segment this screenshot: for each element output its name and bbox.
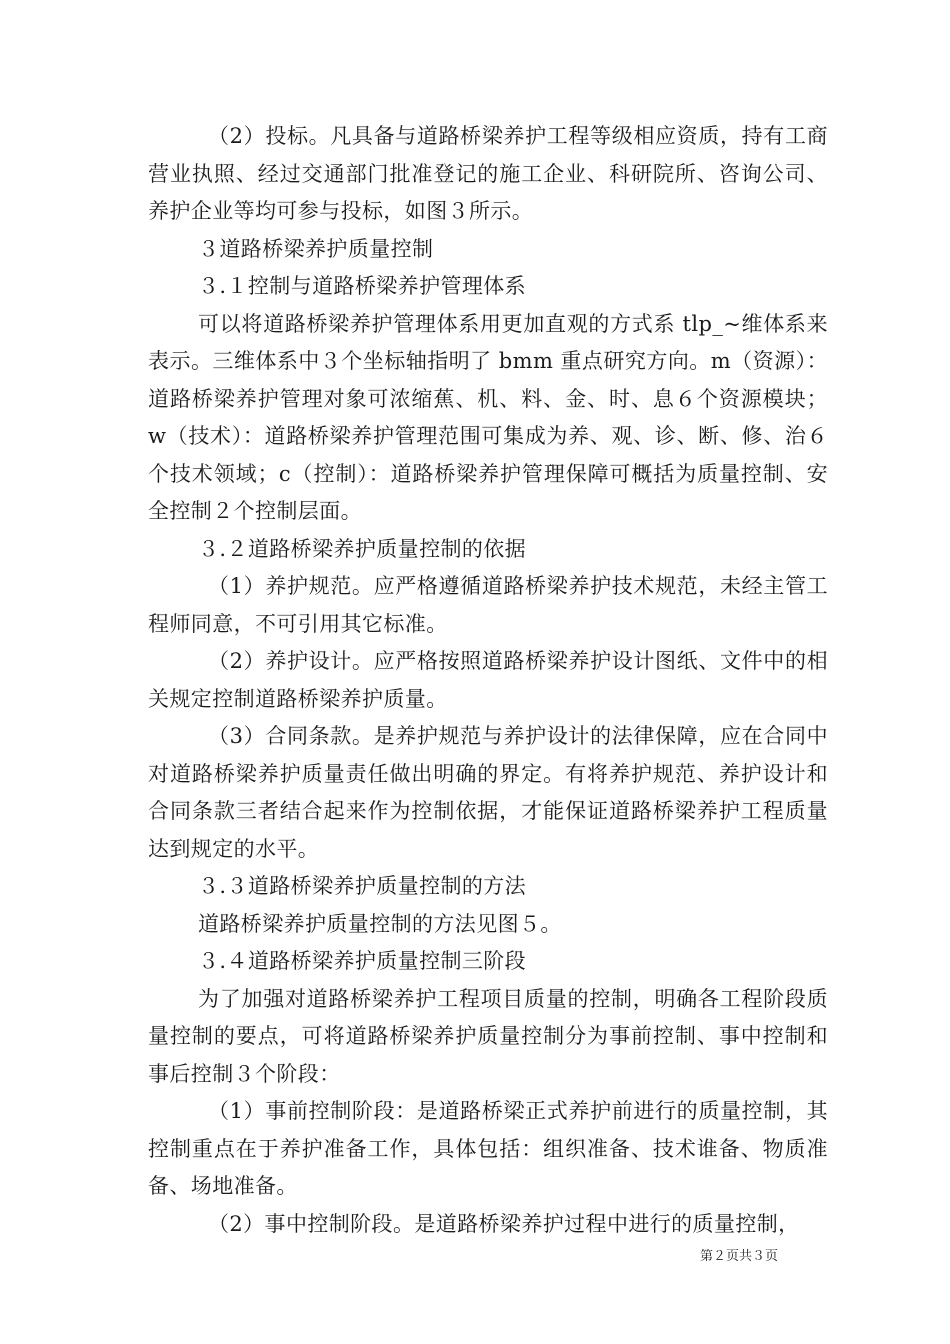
paragraph-method-figure: 道路桥梁养护质量控制的方法见图５。 <box>198 911 562 936</box>
heading-section-3-4: ３.４道路桥梁养护质量控制三阶段 <box>198 949 527 973</box>
page-number: 第２页共３页 <box>700 1249 779 1264</box>
paragraph-maintenance-design: （2）养护设计。应严格按照道路桥梁养护设计图纸、文件中的相关规定控制道路桥梁养护质量。 <box>148 649 828 711</box>
paragraph-in-process-control: （2）事中控制阶段。是道路桥梁养护过程中进行的质量控制， <box>208 1211 800 1236</box>
heading-section-3-2: ３.２道路桥梁养护质量控制的依据 <box>198 536 527 561</box>
paragraph-3d-system: 可以将道路桥梁养护管理体系用更加直观的方式系 tlp_~维体系来表示。三维体系中３个坐标轴指明了 bmm 重点研究方向。m（资源）：道路桥梁养护管理对象可浓缩蕉、机、料、金、时、息６个资源模块；w（技术）：道路桥梁养护管理范围可集成为养、观、诊、断、修、治６个技术领域；c（控制）：道路桥梁养护管理保障可概括为质量控制、安全控制２个控制层面。 <box>148 311 828 523</box>
heading-section-3-3: ３.３道路桥梁养护质量控制的方法 <box>198 874 527 898</box>
document-body <box>148 118 828 1243</box>
paragraph-pre-control: （1）事前控制阶段：是道路桥梁正式养护前进行的质量控制，其控制重点在于养护准备工作，具体包括：组织准备、技术谁备、物质准备、场地准备。 <box>148 1099 828 1198</box>
heading-section-3: ３道路桥梁养护质量控制 <box>198 236 434 261</box>
paragraph-contract-terms: （3）合同条款。是养护规范与养护设计的法律保障，应在合同中对道路桥梁养护质量责任做出明确的界定。有将养护规范、养护设计和合同条款三者结合起来作为控制依据，才能保证道路桥梁养护工程质量达到规定的水平。 <box>148 724 828 861</box>
paragraph-three-stages: 为了加强对道路桥梁养护工程项目质量的控制，明确各工程阶段质量控制的要点，可将道路桥梁养护质量控制分为事前控制、事中控制和事后控制３个阶段： <box>148 986 828 1086</box>
paragraph-tender: （2）投标。凡具备与道路桥梁养护工程等级相应资质，持有工商营业执照、经过交通部门批准登记的施工企业、科研院所、咨询公司、养护企业等均可参与投标，如图３所示。 <box>148 124 828 223</box>
heading-section-3-1: ３.１控制与道路桥梁养护管理体系 <box>198 274 527 298</box>
paragraph-maintenance-spec: （1）养护规范。应严格遵循道路桥梁养护技术规范，未经主管工程师同意，不可引用其它标准。 <box>148 574 828 636</box>
